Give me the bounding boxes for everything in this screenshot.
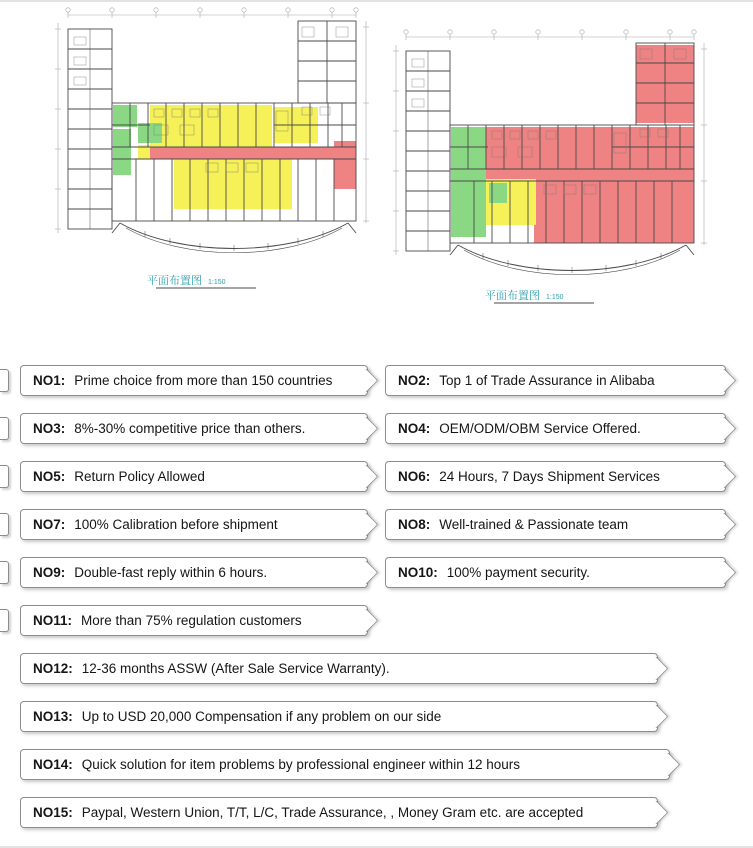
floorplan-right-zones: [451, 45, 694, 243]
banner-box: [20, 413, 368, 444]
benefit-banner-no8: [385, 509, 741, 540]
benefit-number: NO10:: [398, 565, 438, 580]
benefits-row-3: [0, 461, 753, 492]
benefit-banner-no11: [0, 605, 382, 636]
benefit-banner-no6: [385, 461, 741, 492]
benefit-text: Prime choice from more than 150 countries: [74, 373, 333, 388]
benefit-number: NO15:: [33, 805, 73, 820]
benefits-row-6: [0, 605, 753, 636]
benefits-row-5: [0, 557, 753, 588]
benefit-banner-no14: [0, 749, 690, 780]
chevron-right-icon: [712, 416, 736, 440]
benefit-text: Up to USD 20,000 Compensation if any problem on our side: [81, 709, 442, 724]
benefit-text: Paypal, Western Union, T/T, L/C, Trade Assurance, , Money Gram etc. are accepted: [81, 805, 584, 820]
banner-edge-tab: [0, 369, 9, 392]
banner-box: [20, 653, 658, 684]
benefit-number: NO3:: [33, 421, 66, 436]
banner-box: [20, 701, 658, 732]
benefit-text: 12-36 months ASSW (After Sale Service Warranty).: [81, 661, 390, 676]
banner-box: [20, 605, 368, 636]
chevron-right-icon: [656, 752, 680, 776]
banner-box: [20, 461, 368, 492]
banner-edge-tab: [0, 609, 9, 632]
floorplan-left-scale-text: 1:150: [208, 279, 226, 286]
benefit-text: More than 75% regulation customers: [81, 613, 302, 628]
chevron-right-icon: [712, 464, 736, 488]
benefit-banner-no10: [385, 557, 741, 588]
banner-box: [20, 557, 368, 588]
benefit-banner-no12: [0, 653, 690, 684]
banner-box: [20, 749, 670, 780]
benefit-banner-no9: [0, 557, 382, 588]
benefit-banner-no3: [0, 413, 382, 444]
benefits-row-10: [0, 797, 753, 828]
floorplan-right-caption: [485, 288, 594, 303]
benefit-number: NO14:: [33, 757, 73, 772]
floorplan-left-caption: [147, 273, 256, 288]
chevron-right-icon: [354, 560, 378, 584]
floorplan-left-zones: [113, 105, 356, 209]
benefit-text: 24 Hours, 7 Days Shipment Services: [439, 469, 660, 484]
banner-box: [20, 365, 368, 396]
benefit-text: Return Policy Allowed: [74, 469, 205, 484]
benefit-number: NO4:: [398, 421, 431, 436]
chevron-right-icon: [354, 368, 378, 392]
chevron-right-icon: [712, 512, 736, 536]
banner-edge-tab: [0, 561, 9, 584]
benefit-number: NO8:: [398, 517, 431, 532]
benefit-banner-no4: [385, 413, 741, 444]
benefits-row-1: [0, 365, 753, 396]
benefit-text: Double-fast reply within 6 hours.: [74, 565, 268, 580]
banner-box: [20, 509, 368, 540]
benefit-number: NO1:: [33, 373, 66, 388]
benefit-number: NO6:: [398, 469, 431, 484]
benefit-banner-no5: [0, 461, 382, 492]
chevron-right-icon: [354, 608, 378, 632]
benefit-number: NO7:: [33, 517, 66, 532]
banner-edge-tab: [0, 513, 9, 536]
benefit-number: NO5:: [33, 469, 66, 484]
banner-box: [385, 365, 726, 396]
banner-box: [385, 509, 726, 540]
benefit-banner-no13: [0, 701, 690, 732]
floorplan-right: [388, 29, 710, 329]
benefits-row-9: [0, 749, 753, 780]
floorplan-right-scale-text: 1:150: [546, 294, 564, 301]
benefits-row-8: [0, 701, 753, 732]
benefit-number: NO2:: [398, 373, 431, 388]
benefits-row-2: [0, 413, 753, 444]
benefit-text: Well-trained & Passionate team: [439, 517, 629, 532]
banner-box: [385, 461, 726, 492]
benefit-number: NO11:: [33, 613, 73, 628]
chevron-right-icon: [644, 704, 668, 728]
banner-edge-tab: [0, 417, 9, 440]
benefit-number: NO9:: [33, 565, 66, 580]
chevron-right-icon: [644, 656, 668, 680]
benefit-text: 8%-30% competitive price than others.: [74, 421, 306, 436]
banner-edge-tab: [0, 465, 9, 488]
benefit-text: Quick solution for item problems by professional engineer within 12 hours: [81, 757, 520, 772]
benefit-text: OEM/ODM/OBM Service Offered.: [439, 421, 641, 436]
banner-box: [20, 797, 658, 828]
benefit-text: 100% Calibration before shipment: [74, 517, 278, 532]
floorplans-section: [0, 2, 753, 329]
benefit-banner-no1: [0, 365, 382, 396]
benefits-row-4: [0, 509, 753, 540]
benefit-number: NO13:: [33, 709, 73, 724]
floorplan-left-caption-text: 平面布置图: [147, 275, 202, 287]
benefit-banner-no7: [0, 509, 382, 540]
benefits-row-7: [0, 653, 753, 684]
benefit-text: Top 1 of Trade Assurance in Alibaba: [439, 373, 655, 388]
chevron-right-icon: [712, 368, 736, 392]
benefit-banner-no15: [0, 797, 690, 828]
floorplan-left: [50, 7, 372, 307]
benefit-text: 100% payment security.: [446, 565, 590, 580]
chevron-right-icon: [354, 416, 378, 440]
chevron-right-icon: [354, 464, 378, 488]
chevron-right-icon: [354, 512, 378, 536]
benefit-banner-no2: [385, 365, 741, 396]
benefits-list: [0, 365, 753, 828]
banner-box: [385, 557, 726, 588]
banner-box: [385, 413, 726, 444]
floorplan-right-caption-text: 平面布置图: [485, 290, 540, 302]
benefit-number: NO12:: [33, 661, 73, 676]
chevron-right-icon: [712, 560, 736, 584]
chevron-right-icon: [644, 800, 668, 824]
